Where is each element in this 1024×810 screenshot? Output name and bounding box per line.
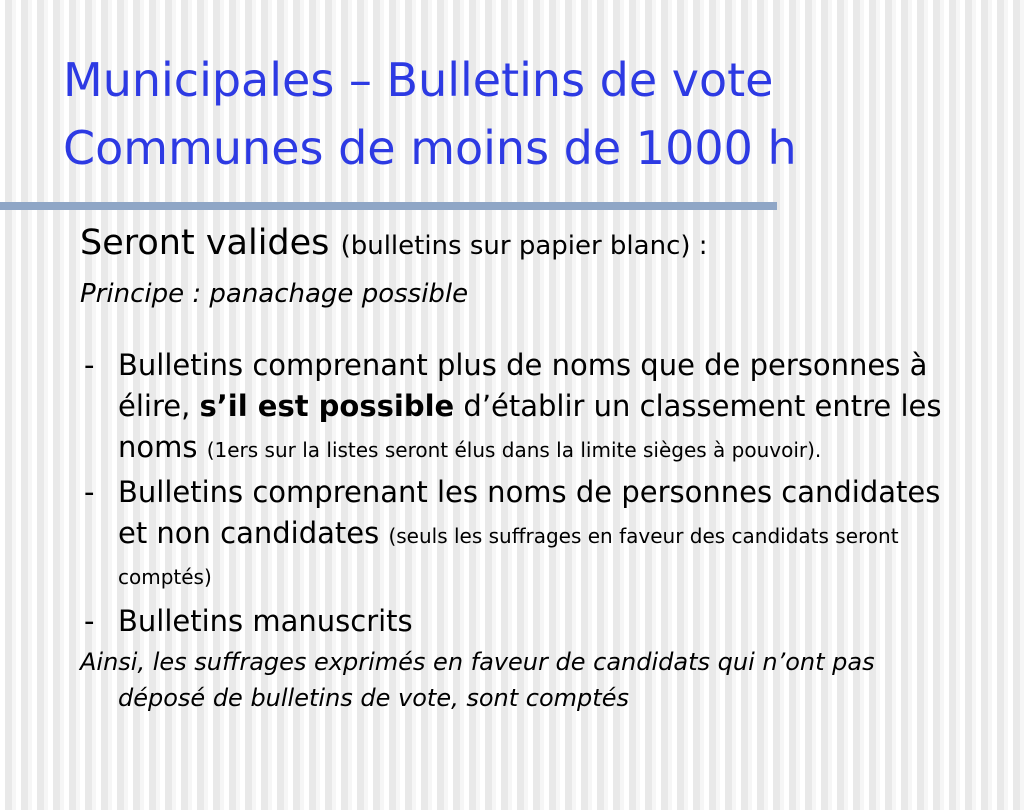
title-line-2: Communes de moins de 1000 h [63,121,797,175]
principle-text: Principe : panachage possible [80,279,469,309]
title-line-1: Municipales – Bulletins de vote [63,53,774,107]
slide-body [80,214,980,716]
list-item [80,345,968,468]
conclusion-text: Ainsi, les suffrages exprimés en faveur de candidats qui n’ont pas déposé de bulletins de vote, sont comptés [80,648,875,712]
item-text: Bulletins manuscrits [118,604,413,638]
item-text: Bulletins comprenant plus de noms que de personnes à élire, [118,348,928,423]
bullet-dash: - [84,475,95,509]
bullet-dash: - [84,348,95,382]
bullet-list [80,345,980,642]
bullet-dash: - [84,604,95,638]
item-note: (1ers sur la listes seront élus dans la limite sièges à pouvoir). [206,438,822,462]
section-heading [80,214,980,275]
heading-main: Seront valides [80,223,330,263]
title-divider [0,202,777,210]
item-text-continued: d’établir un classement entre les noms [118,389,942,464]
heading-parenthetical: (bulletins sur papier blanc) : [340,231,708,261]
item-text: Bulletins comprenant les noms de personnes candidates et non candidates [118,475,941,550]
list-item [80,601,968,642]
list-item [80,472,968,595]
item-emphasis: s’il est possible [199,389,455,423]
slide-title [63,46,797,182]
item-note: (seuls les suffrages en faveur des candidats seront comptés) [118,524,899,589]
